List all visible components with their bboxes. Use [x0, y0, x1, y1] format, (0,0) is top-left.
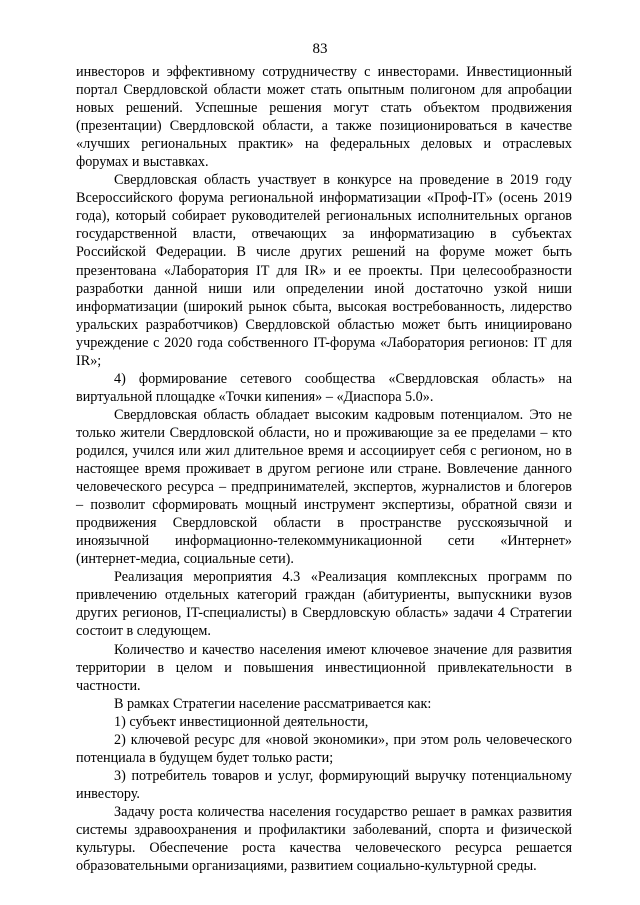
body-text: [76, 63, 572, 875]
paragraph-6: Количество и качество населения имеют ключевое значение для развития территории в целом и повышения инвестиционной привлекательности в частности.: [76, 641, 572, 694]
paragraph-2: Свердловская область участвует в конкурсе на проведение в 2019 году Всероссийского форума региональной информатизации «Проф-IT» (осень 2019 года), который собирает руководителей региональных исполнительных органов государственной власти, отвечающих за информатизацию в субъектах Российской Федерации. В числе других решений на форуме может быть презентована «Лаборатория IT для IR» и ее проекты. При целесообразности разработки данной ниши или определении иной достаточно узкой ниши информатизации (широкий рынок сбыта, высокая востребованность, лидерство уральских разработчиков) Свердловской областью может быть инициировано учреждение с 2020 года собственного IT-форума «Лаборатория регионов: IT для IR»;: [76, 172, 572, 369]
paragraph-9: 2) ключевой ресурс для «новой экономики», при этом роль человеческого потенциала в будущем будет только расти;: [76, 731, 572, 766]
paragraph-10: 3) потребитель товаров и услуг, формирующий выручку потенциальному инвестору.: [76, 767, 572, 802]
paragraph-11: Задачу роста количества населения государство решает в рамках развития системы здравоохранения и профилактики заболеваний, спорта и физической культуры. Обеспечение роста качества человеческого ресурса решается образовательными организациями, развитием социально-культурной среды.: [76, 803, 572, 875]
paragraph-1: инвесторов и эффективному сотрудничеству с инвесторами. Инвестиционный портал Свердловской области может стать опытным полигоном для апробации новых решений. Успешные решения могут стать объектом продвижения (презентации) Свердловской области, а также позиционироваться в качестве «лучших региональных практик» на федеральных деловых и отраслевых форумах и выставках.: [76, 64, 572, 171]
page-number: 83: [312, 41, 328, 57]
paragraph-4: Свердловская область обладает высоким кадровым потенциалом. Это не только жители Свердловской области, но и проживающие за ее пределами – кто родился, учился или жил длительное время и ассоциирует себя с регионом, но в настоящее время проживает в другом регионе или стране. Вовлечение данного человеческого ресурса – предпринимателей, экспертов, журналистов и блогеров – позволит сформировать мощный инструмент экспертизы, обратной связи и продвижения Свердловской области в пространстве русскоязычной и иноязычной информационно-телекоммуникационной сети «Интернет» (интернет-медиа, социальные сети).: [76, 406, 572, 568]
paragraph-5: Реализация мероприятия 4.3 «Реализация комплексных программ по привлечению отдельных категорий граждан (абитуриенты, выпускники вузов других регионов, IT-специалисты) в Свердловскую область» задачи 4 Стратегии состоит в следующем.: [76, 569, 572, 640]
paragraph-7: В рамках Стратегии население рассматривается как:: [114, 695, 432, 712]
paragraph-8: 1) субъект инвестиционной деятельности,: [114, 713, 369, 730]
paragraph-3: 4) формирование сетевого сообщества «Свердловская область» на виртуальной площадке «Точки кипения» – «Диаспора 5.0».: [76, 370, 572, 405]
